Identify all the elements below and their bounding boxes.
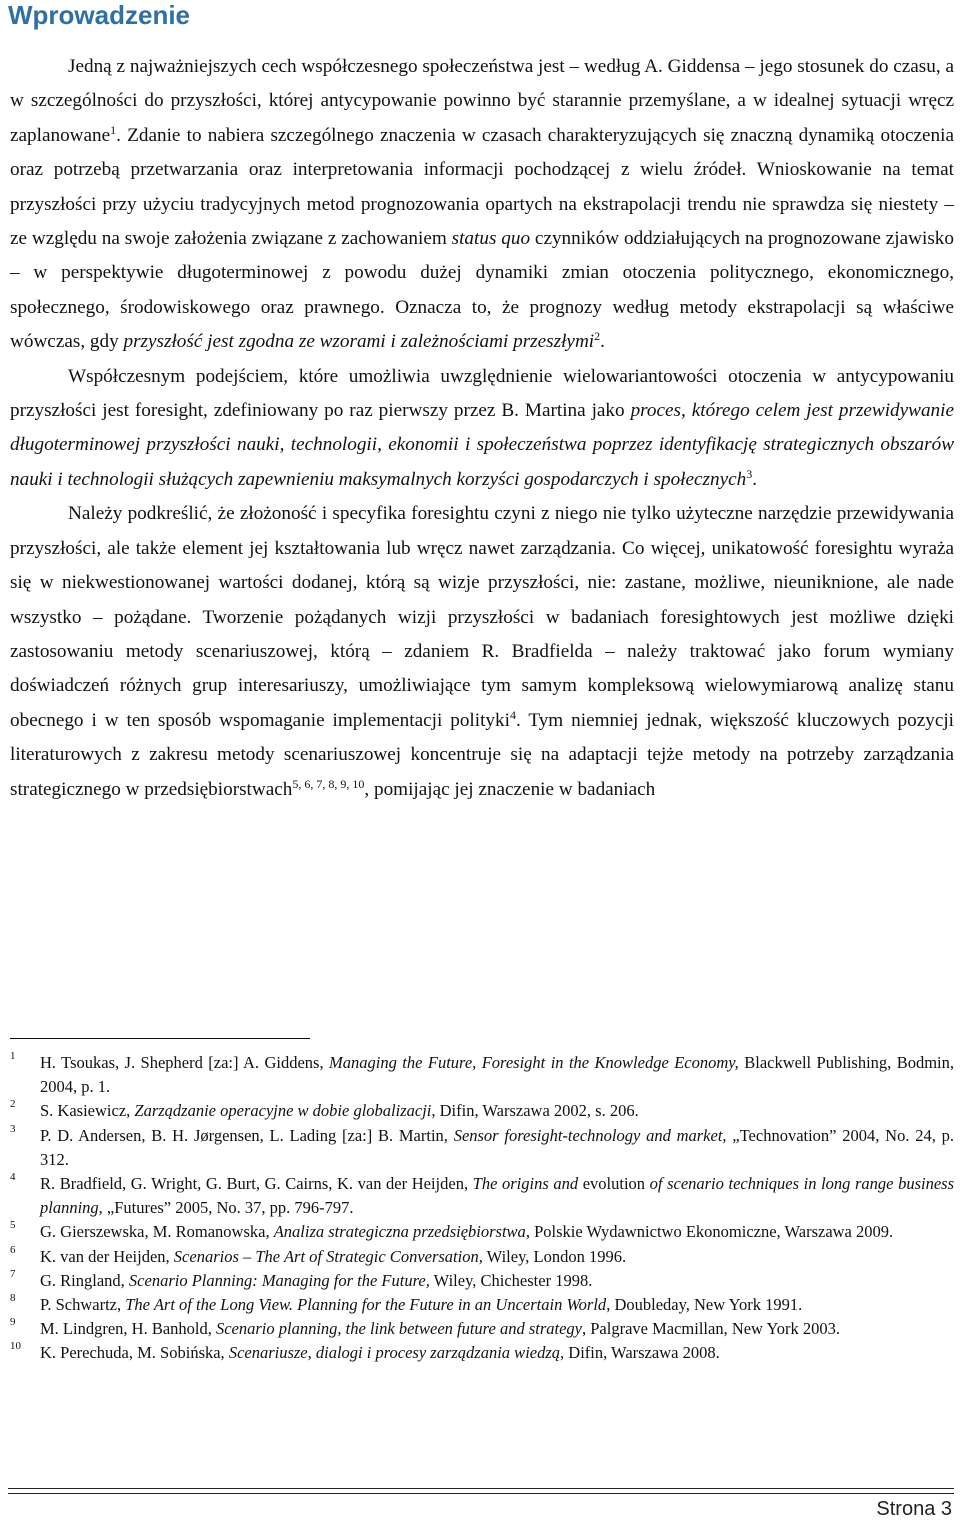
footnote bbox=[10, 1051, 954, 1099]
footnote bbox=[10, 1099, 954, 1123]
footnote bbox=[10, 1317, 954, 1341]
text-run: Jedną z najważniejszych cech współczesnego społeczeństwa jest – według A. Giddensa – jego stosunek do czasu, a w szczególności do przyszłości, której antycypowanie powinno być starannie przemyślane, a w idealnej sytuacji wręcz zaplanowane bbox=[10, 56, 954, 146]
footnote bbox=[10, 1293, 954, 1317]
footnote-reference: 5, 6, 7, 8, 9, 10 bbox=[292, 776, 365, 791]
footnote-text: G. Gierszewska, M. Romanowska, bbox=[40, 1222, 274, 1242]
footnote-text: Managing the Future, Foresight in the Knowledge Economy, bbox=[329, 1053, 739, 1072]
page-number: Strona 3 bbox=[876, 1498, 952, 1520]
footnote-text: „Technovation” 2004, No. 24, p. 312. bbox=[40, 1125, 954, 1169]
text-run: proces, którego celem jest przewidywanie długoterminowej przyszłości nauki, technologii, ekonomii i społeczeństwa poprzez identyfikację strategicznych obszarów nauki i technologii służących zapewnieniu maksymalnych korzyści gospodarczych i społecznych bbox=[10, 400, 954, 490]
footnote bbox=[10, 1245, 954, 1269]
footnote-text: , Difin, Warszawa 2008. bbox=[560, 1343, 720, 1363]
footnote-text: G. Ringland, bbox=[40, 1270, 129, 1290]
body-text bbox=[10, 50, 954, 807]
footnote-text: evolution bbox=[578, 1174, 650, 1194]
footnote-number: 8 bbox=[10, 1292, 16, 1305]
footnote-text: P. D. Andersen, B. H. Jørgensen, L. Lading [za:] B. Martin, bbox=[40, 1125, 454, 1145]
footnotes bbox=[10, 1051, 954, 1366]
text-run: . bbox=[752, 468, 758, 490]
footnote-text: of scenario techniques in long range business planning, bbox=[40, 1174, 955, 1218]
footnote-number: 5 bbox=[10, 1219, 16, 1232]
footnote-text: Scenariusze, dialogi i procesy zarządzania wiedzą bbox=[228, 1343, 561, 1363]
footnote-number: 2 bbox=[10, 1098, 16, 1111]
paragraph bbox=[10, 360, 954, 498]
footnote-reference: 4 bbox=[509, 707, 516, 722]
footnote-number: 6 bbox=[10, 1243, 16, 1256]
footnote-text: K. Perechuda, M. Sobińska, bbox=[40, 1343, 229, 1363]
footnote-number: 3 bbox=[10, 1122, 16, 1135]
footnote-text: , Palgrave Macmillan, New York 2003. bbox=[581, 1319, 840, 1339]
footnote-text: P. Schwartz, bbox=[40, 1295, 126, 1315]
footnote-text: The origins and bbox=[472, 1174, 579, 1194]
footnote-text: Blackwell Publishing, Bodmin, 2004, p. 1. bbox=[40, 1053, 955, 1097]
paragraph bbox=[10, 497, 954, 807]
text-run: . Tym niemniej jednak, większość kluczowych pozycji literaturowych z zakresu metody scenariuszowej koncentruje się na adaptacji tejże metody na potrzeby zarządzania strategicznego w przedsiębiorstwach bbox=[10, 709, 954, 800]
footnote-text: H. Tsoukas, J. Shepherd [za:] A. Giddens, bbox=[40, 1053, 330, 1072]
footnote-text: M. Lindgren, H. Banhold, bbox=[40, 1319, 216, 1339]
footnote-reference: 1 bbox=[110, 122, 117, 137]
footnote-text: Scenario Planning: Managing for the Future, bbox=[128, 1270, 430, 1290]
paragraph bbox=[10, 50, 954, 360]
footnote-text: , Polskie Wydawnictwo Ekonomiczne, Warszawa 2009. bbox=[525, 1222, 894, 1242]
footnote-reference: 3 bbox=[746, 466, 753, 481]
footnote-separator bbox=[10, 1038, 310, 1039]
page-footer-rule bbox=[8, 1488, 954, 1494]
footnote bbox=[10, 1172, 954, 1220]
footnote-text: Wiley, London 1996. bbox=[482, 1246, 627, 1266]
footnote-number: 1 bbox=[10, 1050, 16, 1062]
footnote bbox=[10, 1220, 954, 1244]
footnote-text: K. van der Heijden, bbox=[40, 1246, 174, 1266]
footnote-text: Scenario planning, the link between future and strategy bbox=[215, 1319, 582, 1339]
footnote bbox=[10, 1341, 954, 1365]
footnote bbox=[10, 1269, 954, 1293]
text-run: . bbox=[600, 331, 605, 353]
text-run: status quo bbox=[451, 228, 531, 250]
text-run: czynników oddziałujących na prognozowane zjawisko – w perspektywie długoterminowej z powodu dużej dynamiki zmian otoczenia politycznego, ekonomicznego, społecznego, środowiskowego oraz prawnego. Oznacza to, że prognozy według metody ekstrapolacji są właściwe wówczas, gdy bbox=[10, 228, 954, 353]
footnote bbox=[10, 1124, 954, 1172]
footnote-text: , Difin, Warszawa 2002, s. 206. bbox=[431, 1101, 639, 1121]
footnote-text: , Doubleday, New York 1991. bbox=[606, 1295, 803, 1315]
footnote-text: Scenarios – The Art of Strategic Conversation, bbox=[173, 1246, 483, 1266]
footnote-text: Sensor foresight-technology and market, bbox=[453, 1125, 727, 1145]
footnote-text: Analiza strategiczna przedsiębiorstwa bbox=[273, 1222, 526, 1242]
text-run: przyszłość jest zgodna ze wzorami i zależnościami przeszłymi bbox=[123, 331, 595, 353]
footnote-text: R. Bradfield, G. Wright, G. Burt, G. Cairns, K. van der Heijden, bbox=[40, 1174, 473, 1194]
footnote-text: S. Kasiewicz, bbox=[40, 1101, 135, 1121]
footnote-number: 10 bbox=[10, 1340, 21, 1353]
section-heading: Wprowadzenie bbox=[8, 0, 191, 30]
text-run: , pomijając jej znaczenie w badaniach bbox=[364, 778, 656, 800]
footnote-text: „Futures” 2005, No. 37, pp. 796-797. bbox=[102, 1198, 354, 1218]
footnote-number: 7 bbox=[10, 1267, 16, 1280]
footnote-number: 4 bbox=[10, 1171, 16, 1184]
footnote-text: Zarządzanie operacyjne w dobie globalizacji bbox=[134, 1101, 432, 1121]
footnote-text: The Art of the Long View. Planning for the Future in an Uncertain World bbox=[125, 1295, 607, 1315]
footnote-reference: 2 bbox=[594, 329, 601, 344]
text-run: Należy podkreślić, że złożoność i specyfika foresightu czyni z niego nie tylko użyteczne narzędzie przewidywania przyszłości, ale także element jej kształtowania lub wręcz nawet zarządzania. Co więcej, unikatowość foresightu wyraża się w niekwestionowanej wartości dodanej, którą są wizje przyszłości, nie: zastane, możliwe, nieuniknione, ale nade wszystko – pożądane. Tworzenie pożądanych wizji przyszłości w badaniach foresightowych jest możliwe dzięki zastosowaniu metody scenariuszowej, którą – zdaniem R. Bradfielda – należy traktować jako forum wymiany doświadczeń różnych grup interesariuszy, umożliwiające tym samym kompleksową wielowymiarową analizę stanu obecnego i w ten sposób wspomaganie implementacji polityki bbox=[10, 503, 954, 731]
text-run: Współczesnym podejściem, które umożliwia uwzględnienie wielowariantowości otoczenia w antycypowaniu przyszłości jest foresight, zdefiniowany po raz pierwszy przez B. Martina jako bbox=[10, 365, 954, 422]
footnote-text: Wiley, Chichester 1998. bbox=[429, 1270, 593, 1290]
footnote-number: 9 bbox=[10, 1316, 16, 1329]
text-run: . Zdanie to nabiera szczególnego znaczenia w czasach charakteryzujących się znaczną dynamiką otoczenia oraz potrzebą przetwarzania oraz interpretowania informacji pochodzącej z wielu źródeł. Wnioskowanie na temat przyszłości przy użyciu tradycyjnych metod prognozowania opartych na ekstrapolacji trendu nie sprawdza się niestety – ze względu na swoje założenia związane z zachowaniem bbox=[10, 124, 954, 250]
